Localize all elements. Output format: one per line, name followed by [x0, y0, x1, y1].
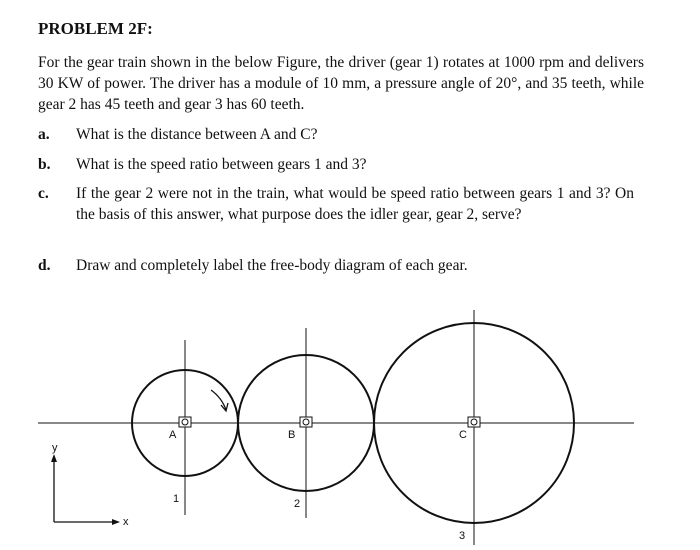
shaft-support-icon-a — [179, 417, 191, 427]
rotation-arrow-icon — [211, 390, 226, 410]
gear-train-figure — [0, 290, 700, 550]
question-label: a. — [38, 126, 50, 143]
x-axis-arrow-icon — [112, 519, 120, 525]
gear-label-3: 3 — [459, 530, 466, 542]
gear-label-1: 1 — [173, 493, 180, 505]
question-text: Draw and completely label the free-body diagram of each gear. — [76, 257, 468, 274]
question-label: d. — [38, 257, 51, 274]
question-text: What is the distance between A and C? — [76, 126, 318, 143]
shaft-support-icon-c — [468, 417, 480, 427]
question-label: c. — [38, 185, 49, 202]
question-text: What is the speed ratio between gears 1 and 3? — [76, 156, 367, 173]
gear-label-2: 2 — [294, 498, 301, 510]
problem-statement: For the gear train shown in the below Figure, the driver (gear 1) rotates at 1000 rpm and delivers 30 KW of power. The driver has a module of 10 mm, a pressure angle of 20°, and 35 teeth, while gear 2 has 45 teeth and gear 3 has 60 teeth. — [38, 54, 644, 113]
center-label-a: A — [169, 429, 177, 441]
center-label-c: C — [459, 429, 467, 441]
center-label-b: B — [288, 429, 296, 441]
problem-title: PROBLEM 2F: — [38, 19, 153, 38]
y-axis-arrow-icon — [51, 454, 57, 462]
shaft-support-icon-b — [300, 417, 312, 427]
question-text: If the gear 2 were not in the train, what would be speed ratio between gears 1 and 3? On the basis of this answer, what purpose does the idler gear, gear 2, serve? — [76, 185, 634, 223]
x-axis-label: x — [123, 516, 129, 528]
y-axis-label: y — [52, 442, 58, 454]
question-label: b. — [38, 156, 51, 173]
